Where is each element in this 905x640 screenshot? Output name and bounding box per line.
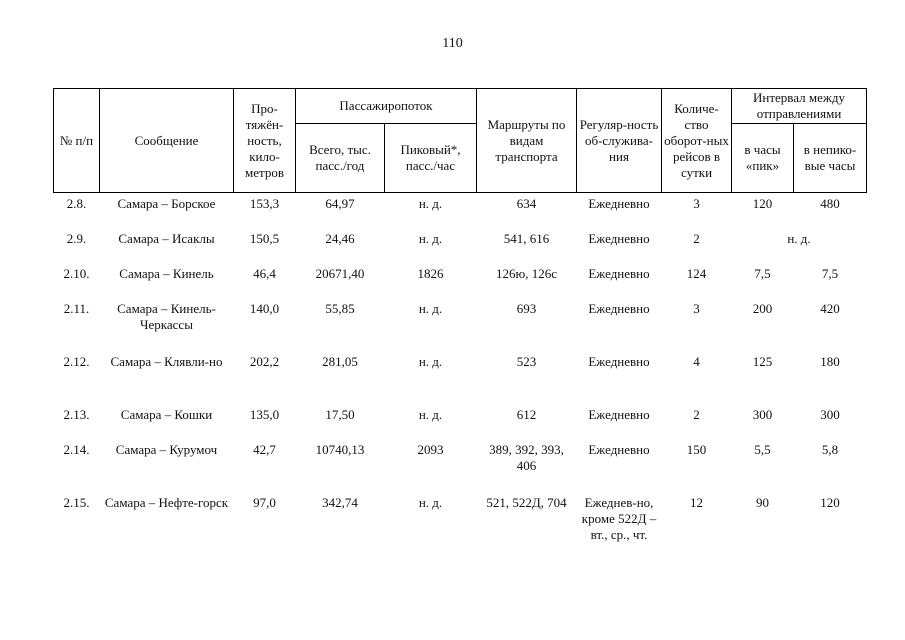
cell-routes: 634 bbox=[516, 196, 537, 211]
cell-total: 55,85 bbox=[325, 300, 355, 316]
cell-route: Самара – Кинель bbox=[119, 265, 214, 281]
cell-regularity: Ежедневно bbox=[588, 230, 650, 246]
cell-total: 10740,13 bbox=[315, 441, 365, 457]
cell-route: Самара – Нефте-горск bbox=[104, 494, 229, 510]
cell-offpeak: 5,8 bbox=[821, 441, 839, 457]
cell-routes: 523 bbox=[516, 353, 537, 369]
cell-offpeak: 300 bbox=[820, 406, 840, 422]
table-row bbox=[54, 228, 867, 263]
cell-peak: 1826 bbox=[417, 265, 444, 281]
cell-trips: 4 bbox=[693, 353, 700, 369]
cell-rush: 7,5 bbox=[754, 265, 771, 281]
cell-length: 150,5 bbox=[249, 230, 280, 246]
cell-total: 342,74 bbox=[322, 494, 358, 510]
header-rush: в часы «пик» bbox=[732, 124, 794, 193]
cell-routes: 126ю, 126с bbox=[496, 265, 557, 281]
cell-rush: 200 bbox=[752, 300, 773, 316]
cell-total: 20671,40 bbox=[315, 265, 365, 281]
cell-rush: 90 bbox=[756, 494, 769, 510]
cell-rush: 300 bbox=[752, 406, 773, 422]
cell-total: 17,50 bbox=[325, 406, 355, 422]
cell-trips: 2 bbox=[693, 406, 700, 422]
cell-length: 140,0 bbox=[249, 300, 280, 316]
cell-length: 135,0 bbox=[249, 406, 280, 422]
cell-offpeak: 480 bbox=[820, 196, 840, 211]
cell-rush: 125 bbox=[752, 353, 773, 369]
header-length: Про-тяжён-ность, кило-метров bbox=[234, 89, 296, 193]
cell-num: 2.9. bbox=[66, 230, 87, 246]
cell-num: 2.15. bbox=[63, 494, 90, 510]
table-header bbox=[54, 89, 867, 193]
cell-route: Самара – Кинель-Черкассы bbox=[117, 300, 216, 332]
cell-length: 97,0 bbox=[253, 494, 276, 510]
cell-offpeak: 420 bbox=[820, 300, 840, 316]
page-number: 110 bbox=[442, 36, 463, 51]
cell-regularity: Ежедневно bbox=[588, 265, 650, 281]
table-row bbox=[54, 351, 867, 404]
cell-trips: 124 bbox=[686, 265, 707, 281]
cell-regularity: Ежедневно bbox=[588, 300, 650, 316]
cell-num: 2.8. bbox=[66, 196, 87, 211]
cell-route: Самара – Борское bbox=[117, 196, 216, 211]
cell-regularity: Ежедневно bbox=[588, 196, 650, 211]
cell-length: 202,2 bbox=[249, 353, 280, 369]
cell-total: 281,05 bbox=[322, 353, 358, 369]
cell-offpeak: 180 bbox=[820, 353, 840, 369]
cell-route: Самара – Исаклы bbox=[118, 230, 215, 246]
cell-trips: 2 bbox=[693, 230, 700, 246]
cell-length: 153,3 bbox=[249, 196, 280, 211]
header-offpeak: в непико-вые часы bbox=[794, 124, 867, 193]
cell-num: 2.10. bbox=[63, 265, 90, 281]
header-peak: Пиковый*, пасс./час bbox=[385, 124, 477, 193]
cell-peak: н. д. bbox=[418, 353, 443, 369]
cell-peak: н. д. bbox=[418, 406, 443, 422]
table-row bbox=[54, 439, 867, 492]
table-body bbox=[54, 193, 867, 572]
table-row bbox=[54, 298, 867, 351]
header-passenger-flow: Пассажиропоток bbox=[296, 89, 477, 124]
cell-peak: н. д. bbox=[418, 300, 443, 316]
header-trips: Количе-ство оборот-ных рейсов в сутки bbox=[662, 89, 732, 193]
cell-total: 24,46 bbox=[325, 230, 355, 246]
cell-length: 42,7 bbox=[253, 441, 276, 457]
cell-num: 2.12. bbox=[63, 353, 90, 369]
header-num: № п/п bbox=[54, 89, 100, 193]
cell-rush: 5,5 bbox=[754, 441, 771, 457]
cell-interval-merged: н. д. bbox=[787, 230, 811, 246]
cell-trips: 3 bbox=[693, 300, 700, 316]
cell-regularity: Ежедневно bbox=[588, 353, 650, 369]
cell-peak: 2093 bbox=[417, 441, 444, 457]
cell-routes: 612 bbox=[516, 406, 537, 422]
cell-length: 46,4 bbox=[253, 265, 276, 281]
cell-routes: 693 bbox=[516, 300, 537, 316]
cell-regularity: Ежедневно bbox=[588, 441, 650, 457]
routes-table-wrapper bbox=[53, 88, 866, 572]
cell-trips: 3 bbox=[693, 196, 700, 211]
cell-regularity: Ежедневно bbox=[588, 406, 650, 422]
cell-route: Самара – Кошки bbox=[120, 406, 213, 422]
cell-peak: н. д. bbox=[418, 196, 443, 211]
cell-offpeak: 120 bbox=[820, 494, 840, 510]
header-regularity: Регуляр-ность об-служива-ния bbox=[577, 89, 662, 193]
header-routes: Маршруты по видам транспорта bbox=[477, 89, 577, 193]
routes-table bbox=[53, 88, 867, 572]
cell-route: Самара – Клявли-но bbox=[110, 353, 223, 369]
cell-routes: 389, 392, 393, 406 bbox=[489, 441, 564, 473]
cell-rush: 120 bbox=[752, 196, 773, 211]
cell-trips: 150 bbox=[686, 441, 707, 457]
cell-route: Самара – Курумоч bbox=[115, 441, 218, 457]
table-row bbox=[54, 193, 867, 228]
cell-total: 64,97 bbox=[325, 196, 355, 211]
table-row bbox=[54, 263, 867, 298]
cell-peak: н. д. bbox=[418, 494, 443, 510]
cell-num: 2.11. bbox=[63, 300, 90, 316]
header-interval: Интервал между отправлениями bbox=[732, 89, 867, 124]
cell-routes: 541, 616 bbox=[503, 230, 550, 246]
header-total: Всего, тыс. пасс./год bbox=[296, 124, 385, 193]
cell-regularity: Ежеднев-но, кроме 522Д – вт., ср., чт. bbox=[581, 494, 657, 542]
table-row bbox=[54, 404, 867, 439]
cell-offpeak: 7,5 bbox=[821, 265, 839, 281]
cell-trips: 12 bbox=[690, 494, 703, 510]
cell-peak: н. д. bbox=[418, 230, 443, 246]
cell-num: 2.13. bbox=[63, 406, 90, 422]
cell-routes: 521, 522Д, 704 bbox=[486, 494, 567, 510]
table-row bbox=[54, 492, 867, 572]
header-route: Сообщение bbox=[100, 89, 234, 193]
cell-num: 2.14. bbox=[63, 441, 90, 457]
